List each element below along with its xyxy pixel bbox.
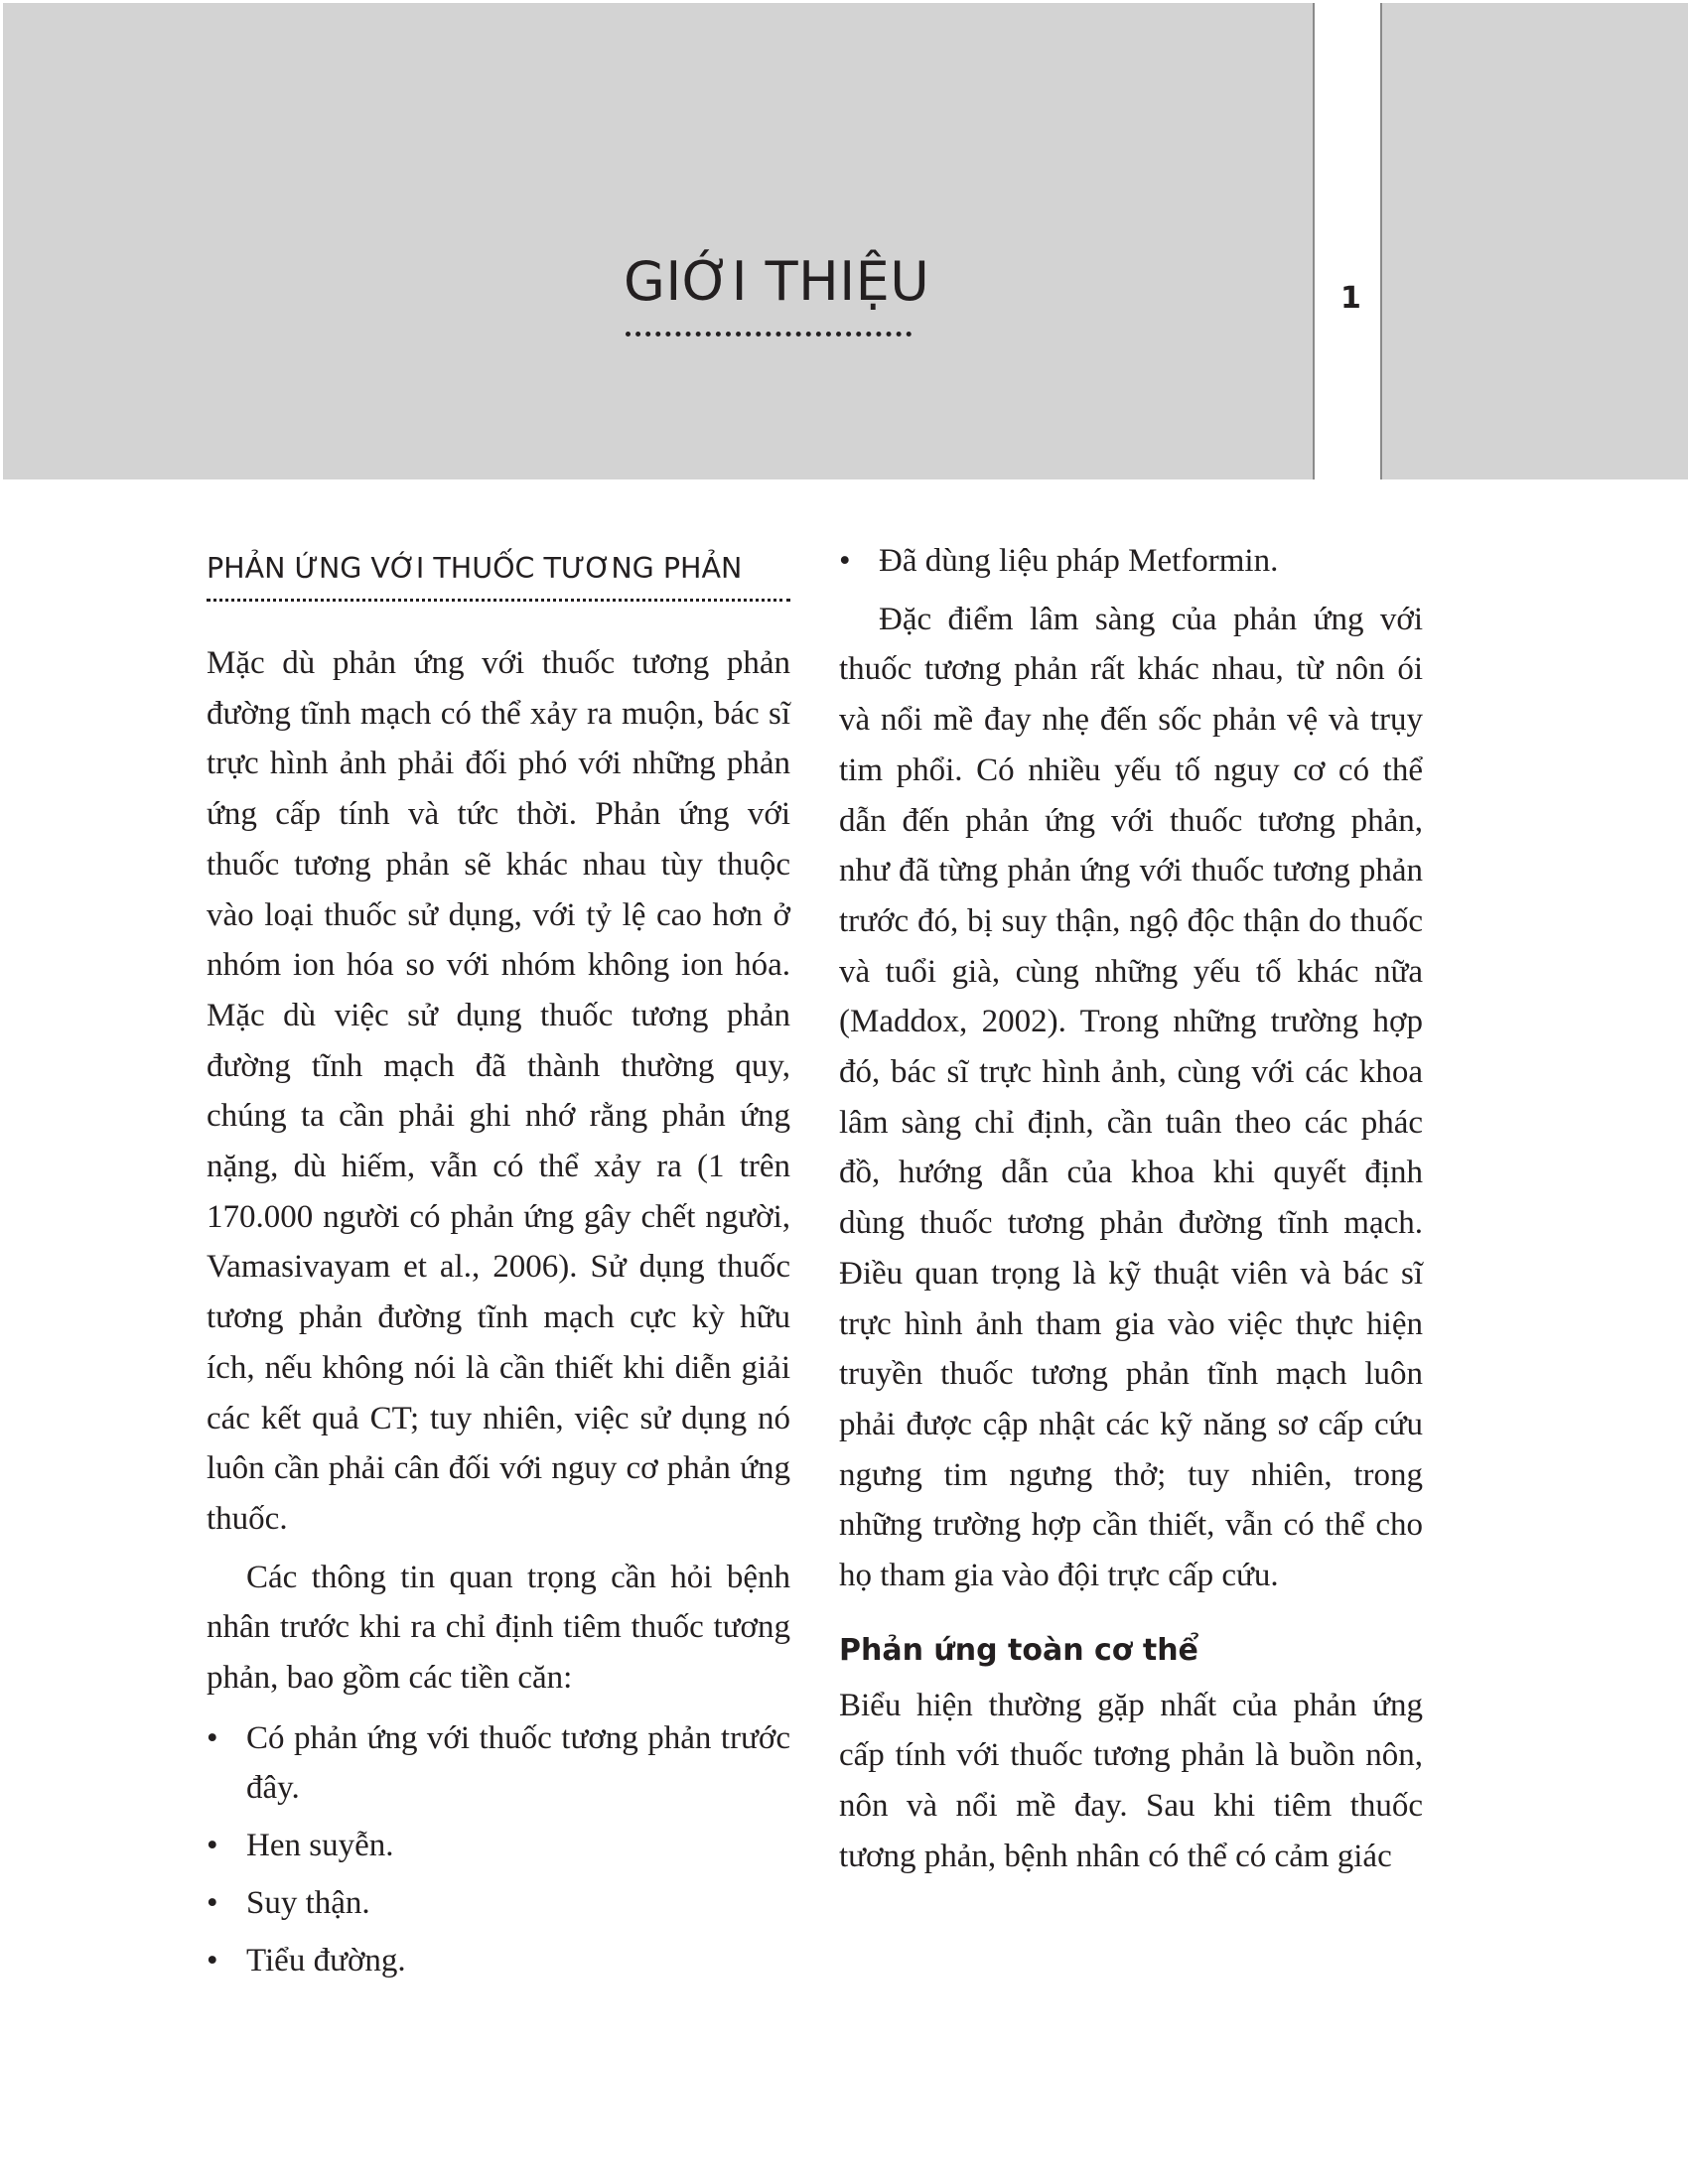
chapter-number: 1: [1340, 281, 1361, 316]
chapter-title: GIỚI THIỆU: [624, 250, 930, 313]
list-item-text: Tiểu đường.: [246, 1942, 406, 1979]
left-paragraph-2: Các thông tin quan trọng cần hỏi bệnh nhân trước khi ra chỉ định tiêm thuốc tương phản, bao gồm các tiền căn:: [207, 1559, 790, 1697]
bullet-icon: •: [207, 1884, 218, 1921]
left-column: [207, 536, 790, 1985]
bullet-icon: •: [207, 1828, 218, 1864]
list-item: [207, 1936, 790, 1986]
bullet-icon: •: [839, 543, 851, 579]
history-bullet-list: [207, 1713, 790, 1986]
list-item: [207, 1713, 790, 1814]
list-item-text: Đã dùng liệu pháp Metformin.: [879, 543, 1279, 579]
bullet-icon: •: [207, 1719, 218, 1756]
list-item: [207, 1821, 790, 1871]
right-column: [839, 536, 1423, 1882]
list-item: [207, 1878, 790, 1929]
bullet-icon: •: [207, 1942, 218, 1979]
right-paragraph-1: Đặc điểm lâm sàng của phản ứng với thuốc tương phản rất khác nhau, từ nôn ói và nổi mề đay nhẹ đến sốc phản vệ và trụy tim phổi. Có nhiều yếu tố nguy cơ có thể dẫn đến phản ứng với thuốc tương phản, như đã từng phản ứng với thuốc tương phản trước đó, bị suy thận, ngộ độc thận do thuốc và tuổi già, cùng những yếu tố khác nữa (Maddox, 2002). Trong những trường hợp đó, bác sĩ trực hình ảnh, cùng với các khoa lâm sàng chỉ định, cần tuân theo các phác đồ, hướng dẫn của khoa khi quyết định dùng thuốc tương phản đường tĩnh mạch. Điều quan trọng là kỹ thuật viên và bác sĩ trực hình ảnh tham gia vào việc thực hiện truyền thuốc tương phản tĩnh mạch luôn phải được cập nhật các kỹ năng sơ cấp cứu ngưng tim ngưng thở; tuy nhiên, trong những trường hợp cần thiết, vẫn có thể cho họ tham gia vào đội trực cấp cứu.: [839, 601, 1423, 1594]
continued-bullet-list: [839, 536, 1423, 587]
left-paragraph-1: Mặc dù phản ứng với thuốc tương phản đường tĩnh mạch có thể xảy ra muộn, bác sĩ trực hình ảnh phải đối phó với những phản ứng cấp tính và tức thời. Phản ứng với thuốc tương phản sẽ khác nhau tùy thuộc vào loại thuốc sử dụng, với tỷ lệ cao hơn ở nhóm ion hóa so với nhóm không ion hóa. Mặc dù việc sử dụng thuốc tương phản đường tĩnh mạch đã thành thường quy, chúng ta cần phải ghi nhớ rằng phản ứng nặng, dù hiếm, vẫn có thể xảy ra (1 trên 170.000 người có phản ứng gây chết người, Vamasivayam et al., 2006). Sử dụng thuốc tương phản đường tĩnh mạch cực kỳ hữu ích, nếu không nói là cần thiết khi diễn giải các kết quả CT; tuy nhiên, việc sử dụng nó luôn cần phải cân đối với nguy cơ phản ứng thuốc.: [207, 645, 790, 1537]
list-item: [839, 536, 1423, 587]
list-item-text: Hen suyễn.: [246, 1828, 394, 1864]
list-item-text: Có phản ứng với thuốc tương phản trước đây.: [246, 1719, 790, 1807]
chapter-header-band: [3, 3, 1688, 479]
section-heading-dotted-rule: [207, 599, 790, 602]
subheading: Phản ứng toàn cơ thể: [839, 1632, 1198, 1668]
list-item-text: Suy thận.: [246, 1884, 370, 1921]
title-dotted-rule: [626, 332, 912, 337]
chapter-tab-strip: [1313, 3, 1382, 479]
section-heading: PHẢN ỨNG VỚI THUỐC TƯƠNG PHẢN: [207, 552, 743, 585]
right-paragraph-2: Biểu hiện thường gặp nhất của phản ứng cấp tính với thuốc tương phản là buồn nôn, nôn và nổi mề đay. Sau khi tiêm thuốc tương phản, bệnh nhân có thể có cảm giác: [839, 1687, 1423, 1874]
